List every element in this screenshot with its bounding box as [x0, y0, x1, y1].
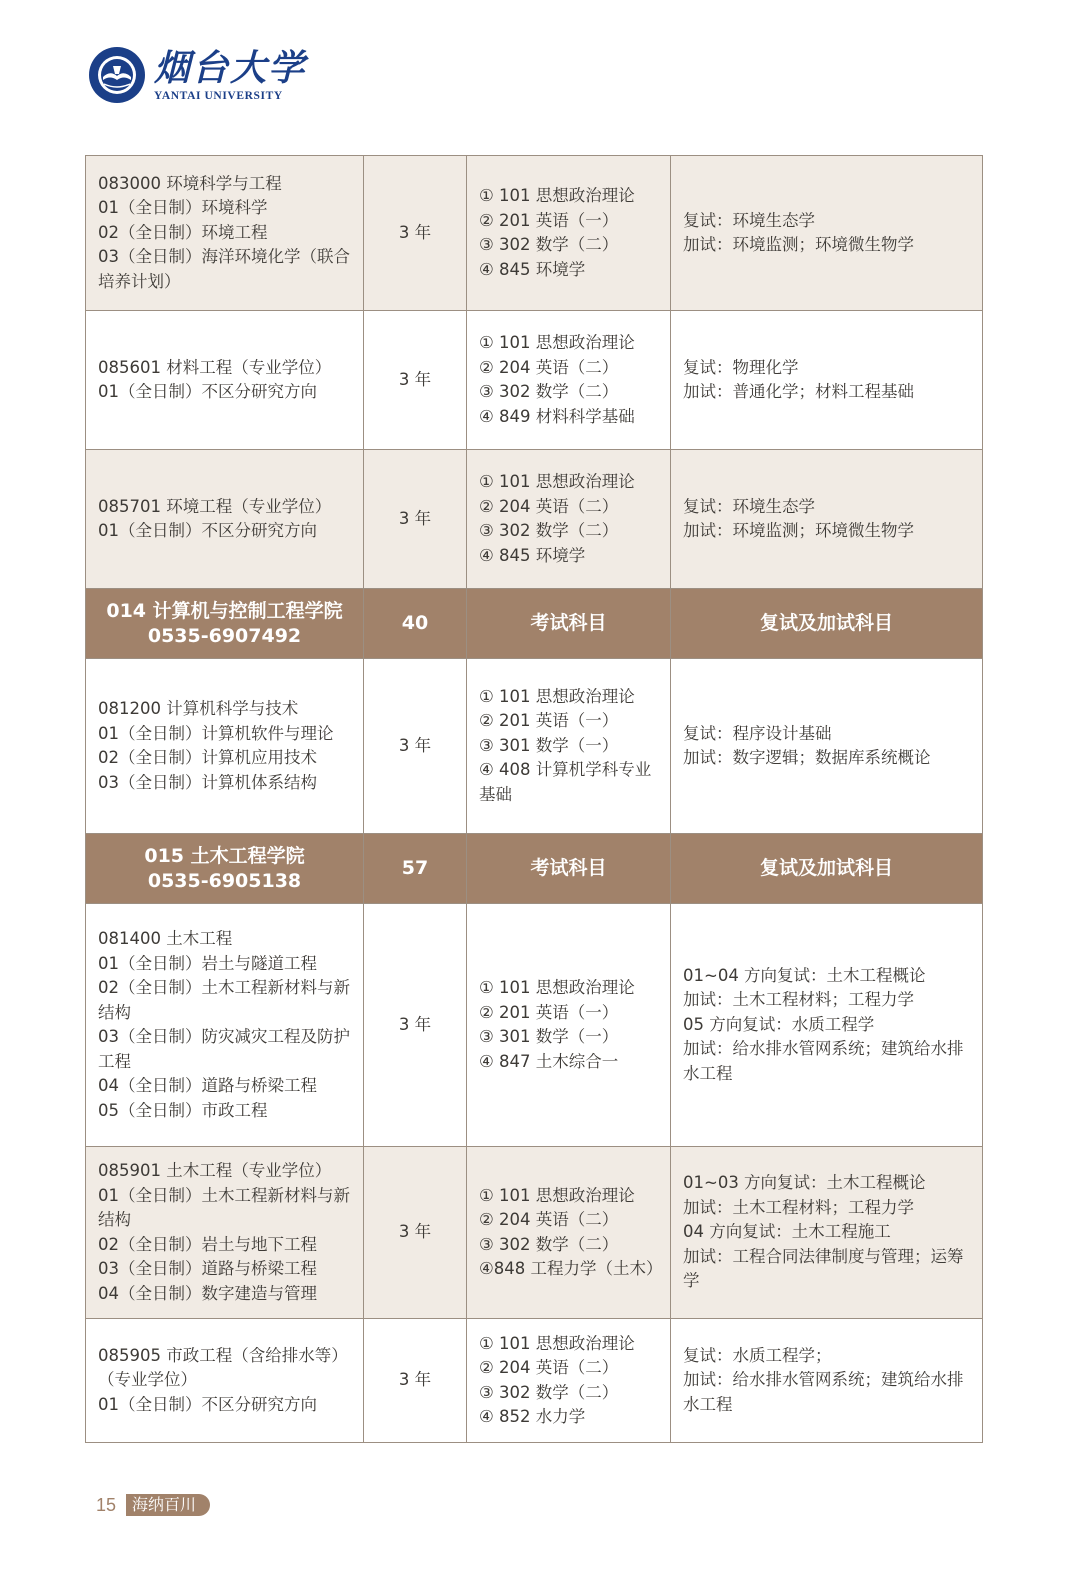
- major-cell-line: 081400 土木工程: [98, 929, 233, 948]
- college-quota: 40: [364, 589, 467, 659]
- major-cell-line: 03（全日制）海洋环境化学（联合培养计划）: [98, 247, 350, 291]
- major-cell-line: 01（全日制）不区分研究方向: [98, 1394, 317, 1414]
- retest-subjects-header: 复试及加试科目: [671, 834, 983, 904]
- exam-cell-line: ② 201 英语（一）: [479, 1002, 619, 1022]
- major-cell-line: 05（全日制）市政工程: [98, 1100, 268, 1120]
- college-phone: 0535-6905138: [147, 869, 302, 892]
- retest-cell-line: 加试：环境监测；环境微生物学: [683, 521, 914, 540]
- major-cell-line: 03（全日制）防灾减灾工程及防护工程: [98, 1027, 350, 1071]
- duration-cell: 3 年: [364, 156, 467, 311]
- retest-cell-line: 复试：水质工程学；: [683, 1345, 832, 1365]
- table-row: [86, 1319, 983, 1443]
- table-row: [86, 1147, 983, 1319]
- duration-cell: 3 年: [364, 450, 467, 589]
- major-cell-line: 02（全日制）土木工程新材料与新结构: [98, 978, 350, 1022]
- retest-cell-line: 加试：工程合同法律制度与管理；运筹学: [683, 1246, 964, 1291]
- logo-cn-name: 烟台大学: [154, 47, 307, 89]
- major-cell-line: 01（全日制）计算机软件与理论: [98, 723, 334, 743]
- retest-cell-line: 01~04 方向复试：土木工程概论: [683, 965, 926, 985]
- major-cell-line: 02（全日制）计算机应用技术: [98, 748, 317, 767]
- college-header-row: [86, 589, 983, 659]
- retest-cell-line: 加试：给水排水管网系统；建筑给水排水工程: [683, 1370, 964, 1414]
- major-cell: [86, 450, 364, 589]
- logo-wordmark: [154, 48, 306, 102]
- college-phone: 0535-6907492: [147, 624, 302, 647]
- major-cell: [86, 311, 364, 450]
- exam-cell-line: ② 204 英语（二）: [479, 496, 619, 516]
- exam-subjects-header: 考试科目: [467, 834, 671, 904]
- exam-cell: [467, 156, 671, 311]
- major-cell: [86, 156, 364, 311]
- exam-cell-line: ③ 301 数学（一）: [479, 735, 619, 755]
- retest-cell-line: 加试：土木工程材料；工程力学: [683, 990, 914, 1010]
- table-row: [86, 450, 983, 589]
- page-footer: [96, 1493, 210, 1517]
- major-cell-line: 01（全日制）岩土与隧道工程: [98, 953, 317, 973]
- exam-cell-line: ③ 302 数学（二）: [479, 382, 619, 401]
- exam-cell-line: ① 101 思想政治理论: [479, 978, 635, 997]
- table-row: [86, 904, 983, 1147]
- exam-cell: [467, 904, 671, 1147]
- duration-cell: 3 年: [364, 659, 467, 834]
- exam-cell: [467, 1319, 671, 1443]
- retest-cell-line: 加试：给水排水管网系统；建筑给水排水工程: [683, 1039, 964, 1083]
- retest-cell-line: 05 方向复试：水质工程学: [683, 1014, 875, 1034]
- duration-cell: 3 年: [364, 1319, 467, 1443]
- major-cell: [86, 1319, 364, 1443]
- retest-cell: [671, 1319, 983, 1443]
- retest-cell-line: 01~03 方向复试：土木工程概论: [683, 1173, 926, 1193]
- major-cell-line: 01（全日制）土木工程新材料与新结构: [98, 1185, 350, 1229]
- retest-cell: [671, 450, 983, 589]
- exam-cell-line: ② 201 英语（一）: [479, 210, 619, 230]
- duration-cell: 3 年: [364, 311, 467, 450]
- major-cell-line: 03（全日制）计算机体系结构: [98, 772, 317, 792]
- exam-cell: [467, 311, 671, 450]
- exam-cell-line: ③ 302 数学（二）: [479, 521, 619, 540]
- table-row: [86, 311, 983, 450]
- major-cell: [86, 659, 364, 834]
- exam-cell-line: ② 204 英语（二）: [479, 1210, 619, 1229]
- major-cell-line: 03（全日制）道路与桥梁工程: [98, 1259, 317, 1278]
- exam-cell-line: ① 101 思想政治理论: [479, 1185, 635, 1205]
- retest-cell-line: 加试：普通化学；材料工程基础: [683, 382, 914, 401]
- exam-cell-line: ① 101 思想政治理论: [479, 472, 635, 491]
- retest-cell: [671, 311, 983, 450]
- retest-cell-line: 04 方向复试：土木工程施工: [683, 1222, 891, 1242]
- retest-cell: [671, 659, 983, 834]
- major-cell: [86, 904, 364, 1147]
- college-cell: [86, 834, 364, 904]
- section-tag: 海纳百川: [126, 1494, 210, 1516]
- exam-cell-line: ② 201 英语（一）: [479, 711, 619, 731]
- exam-cell-line: ② 204 英语（二）: [479, 1358, 619, 1377]
- exam-cell-line: ④848 工程力学（土木）: [479, 1259, 663, 1278]
- retest-cell: [671, 904, 983, 1147]
- major-cell: [86, 1147, 364, 1319]
- major-cell-line: 085701 环境工程（专业学位）: [98, 496, 332, 516]
- retest-cell-line: 加试：环境监测；环境微生物学: [683, 235, 914, 254]
- exam-cell-line: ① 101 思想政治理论: [479, 333, 635, 352]
- major-cell-line: 04（全日制）道路与桥梁工程: [98, 1076, 317, 1095]
- exam-cell-line: ① 101 思想政治理论: [479, 1333, 635, 1353]
- duration-cell: 3 年: [364, 904, 467, 1147]
- major-cell-line: 01（全日制）不区分研究方向: [98, 382, 317, 401]
- retest-cell-line: 加试：土木工程材料；工程力学: [683, 1197, 914, 1217]
- major-cell-line: 04（全日制）数字建造与管理: [98, 1283, 317, 1303]
- retest-cell: [671, 156, 983, 311]
- exam-cell-line: ④ 852 水力学: [479, 1407, 586, 1426]
- page-header: [88, 42, 306, 108]
- table-body: [86, 156, 983, 1443]
- major-cell-line: 081200 计算机科学与技术: [98, 699, 299, 718]
- major-cell-line: 01（全日制）环境科学: [98, 198, 268, 218]
- retest-cell-line: 复试：环境生态学: [683, 496, 815, 516]
- major-cell-line: 085601 材料工程（专业学位）: [98, 357, 332, 377]
- retest-cell-line: 复试：物理化学: [683, 357, 799, 377]
- logo-en-name: YANTAI UNIVERSITY: [154, 90, 283, 102]
- exam-cell-line: ④ 845 环境学: [479, 259, 586, 279]
- exam-cell-line: ③ 302 数学（二）: [479, 235, 619, 254]
- retest-subjects-header: 复试及加试科目: [671, 589, 983, 659]
- exam-cell-line: ③ 302 数学（二）: [479, 1234, 619, 1254]
- exam-cell-line: ① 101 思想政治理论: [479, 686, 635, 706]
- exam-subjects-header: 考试科目: [467, 589, 671, 659]
- admissions-table: [85, 155, 983, 1443]
- exam-cell-line: ③ 302 数学（二）: [479, 1382, 619, 1402]
- page-number: 15: [96, 1494, 117, 1515]
- major-cell-line: 02（全日制）环境工程: [98, 222, 268, 242]
- retest-cell-line: 复试：环境生态学: [683, 210, 815, 230]
- retest-cell-line: 复试：程序设计基础: [683, 723, 832, 743]
- major-cell-line: 085901 土木工程（专业学位）: [98, 1161, 332, 1180]
- exam-cell-line: ④ 849 材料科学基础: [479, 406, 635, 426]
- major-cell-line: 083000 环境科学与工程: [98, 173, 282, 193]
- retest-cell: [671, 1147, 983, 1319]
- major-cell-line: 01（全日制）不区分研究方向: [98, 521, 317, 540]
- exam-cell-line: ③ 301 数学（一）: [479, 1027, 619, 1046]
- college-quota: 57: [364, 834, 467, 904]
- exam-cell: [467, 659, 671, 834]
- exam-cell-line: ④ 847 土木综合一: [479, 1051, 619, 1071]
- exam-cell-line: ② 204 英语（二）: [479, 357, 619, 377]
- major-cell-line: 085905 市政工程（含给排水等）（专业学位）: [98, 1345, 348, 1390]
- exam-cell: [467, 450, 671, 589]
- college-name: 015 土木工程学院: [144, 844, 305, 867]
- table-row: [86, 156, 983, 311]
- duration-cell: 3 年: [364, 1147, 467, 1319]
- exam-cell-line: ① 101 思想政治理论: [479, 186, 635, 205]
- university-seal-icon: [88, 46, 146, 104]
- college-cell: [86, 589, 364, 659]
- exam-cell-line: ④ 408 计算机学科专业基础: [479, 760, 652, 804]
- exam-cell: [467, 1147, 671, 1319]
- major-cell-line: 02（全日制）岩土与地下工程: [98, 1234, 317, 1254]
- college-name: 014 计算机与控制工程学院: [106, 599, 343, 622]
- table-row: [86, 659, 983, 834]
- exam-cell-line: ④ 845 环境学: [479, 545, 586, 565]
- retest-cell-line: 加试：数字逻辑；数据库系统概论: [683, 748, 931, 767]
- college-header-row: [86, 834, 983, 904]
